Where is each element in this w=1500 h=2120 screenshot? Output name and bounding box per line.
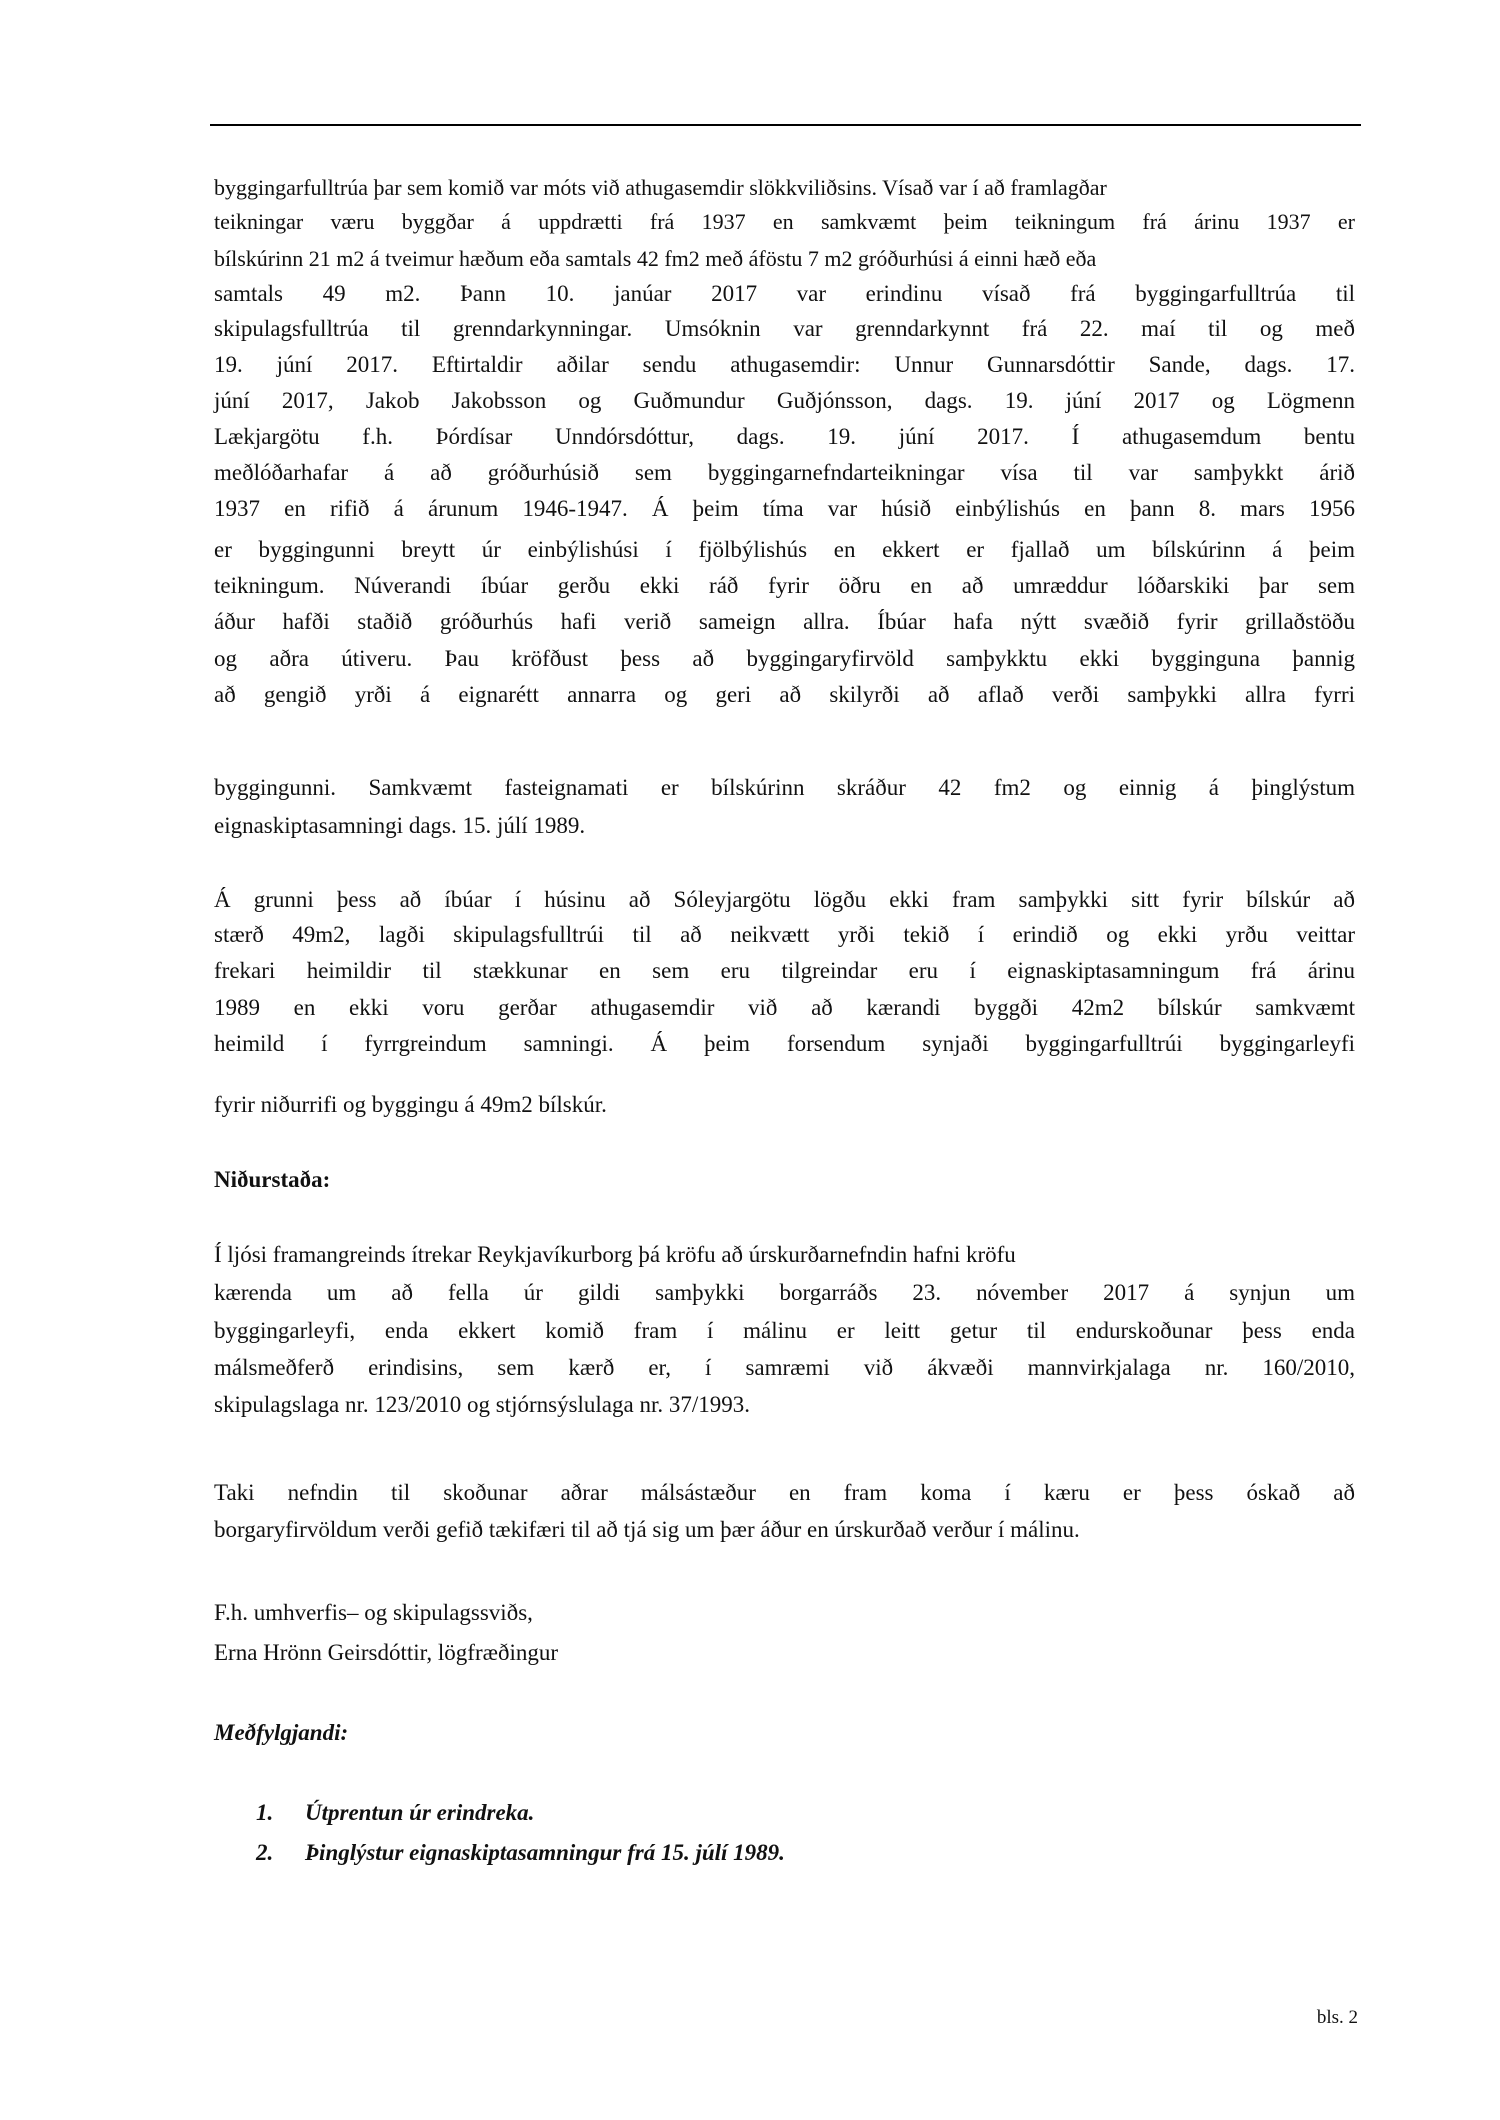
text-line: júní 2017, Jakob Jakobsson og Guðmundur Guðjónsson, dags. 19. júní 2017 og Lögmenn [214,388,1355,413]
text-line: áður hafði staðið gróðurhús hafi verið sameign allra. Íbúar hafa nýtt svæðið fyrir grillaðstöðu [214,609,1355,634]
text-line: og aðra útiveru. Þau kröfðust þess að byggingaryfirvöld samþykktu ekki bygginguna þannig [214,646,1355,671]
text-line: eignaskiptasamningi dags. 15. júlí 1989. [214,813,586,838]
text-line: Taki nefndin til skoðunar aðrar málsástæður en fram koma í kæru er þess óskað að [214,1480,1355,1505]
text-line: kærenda um að fella úr gildi samþykki borgarráðs 23. nóvember 2017 á synjun um [214,1280,1355,1305]
text-line: að gengið yrði á eignarétt annarra og geri að skilyrði að aflað verði samþykki allra fyrri [214,682,1355,707]
text-line: samtals 49 m2. Þann 10. janúar 2017 var erindinu vísað frá byggingarfulltrúa til [214,281,1355,306]
text-line: Í ljósi framangreinds ítrekar Reykjavíkurborg þá kröfu að úrskurðarnefndin hafni kröfu [214,1242,1016,1267]
text-line: teikningum. Núverandi íbúar gerðu ekki ráð fyrir öðru en að umræddur lóðarskiki þar sem [214,573,1355,598]
text-line: heimild í fyrrgreindum samningi. Á þeim forsendum synjaði byggingarfulltrúi byggingarleyfi [214,1031,1355,1056]
text-line: fyrir niðurrifi og byggingu á 49m2 bílskúr. [214,1092,607,1117]
text-line: málsmeðferð erindisins, sem kærð er, í samræmi við ákvæði mannvirkjalaga nr. 160/2010, [214,1355,1355,1380]
text-line: skipulagsfulltrúa til grenndarkynningar. Umsóknin var grenndarkynnt frá 22. maí til og með [214,316,1355,341]
text-line: teikningar væru byggðar á uppdrætti frá 1937 en samkvæmt þeim teikningum frá árinu 1937 er [214,209,1355,234]
text-line: byggingarfulltrúa þar sem komið var móts við athugasemdir slökkviliðsins. Vísað var í að framlagðar [214,175,1107,200]
text-line: frekari heimildir til stækkunar en sem eru tilgreindar eru í eignaskiptasamningum frá árinu [214,958,1355,983]
attachment-number: 1. [256,1800,274,1825]
text-line: skipulagslaga nr. 123/2010 og stjórnsýslulaga nr. 37/1993. [214,1392,750,1417]
text-line: bílskúrinn 21 m2 á tveimur hæðum eða samtals 42 fm2 með áföstu 7 m2 gróðurhúsi á einni hæð eða [214,246,1097,271]
page-number: bls. 2 [1316,2007,1358,2028]
text-line: Lækjargötu f.h. Þórdísar Unndórsdóttur, dags. 19. júní 2017. Í athugasemdum bentu [214,424,1355,449]
signature-department: F.h. umhverfis– og skipulagssviðs, [214,1600,533,1625]
text-line: meðlóðarhafar á að gróðurhúsið sem byggingarnefndarteikningar vísa til var samþykkt árið [214,460,1355,485]
text-line: byggingunni. Samkvæmt fasteignamati er bílskúrinn skráður 42 fm2 og einnig á þinglýstum [214,775,1355,800]
text-line: 1937 en rifið á árunum 1946-1947. Á þeim tíma var húsið einbýlishús en þann 8. mars 1956 [214,496,1355,521]
attachments-heading: Meðfylgjandi: [214,1720,349,1745]
header-rule [210,124,1361,126]
text-line: 19. júní 2017. Eftirtaldir aðilar sendu athugasemdir: Unnur Gunnarsdóttir Sande, dags. 17. [214,352,1355,377]
attachment-text: Útprentun úr erindreka. [305,1800,535,1825]
text-line: borgaryfirvöldum verði gefið tækifæri til að tjá sig um þær áður en úrskurðað verður í málinu. [214,1517,1080,1542]
text-line: stærð 49m2, lagði skipulagsfulltrúi til að neikvætt yrði tekið í erindið og ekki yrðu veittar [214,922,1355,947]
attachment-number: 2. [256,1840,274,1865]
attachment-text: Þinglýstur eignaskiptasamningur frá 15. júlí 1989. [305,1840,785,1865]
section-heading-conclusion: Niðurstaða: [214,1167,331,1192]
text-line: 1989 en ekki voru gerðar athugasemdir við að kærandi byggði 42m2 bílskúr samkvæmt [214,995,1355,1020]
signature-name: Erna Hrönn Geirsdóttir, lögfræðingur [214,1640,559,1665]
text-line: er byggingunni breytt úr einbýlishúsi í fjölbýlishús en ekkert er fjallað um bílskúrinn á þeim [214,537,1355,562]
text-line: Á grunni þess að íbúar í húsinu að Sóleyjargötu lögðu ekki fram samþykki sitt fyrir bílskúr að [214,887,1355,912]
text-line: byggingarleyfi, enda ekkert komið fram í málinu er leitt getur til endurskoðunar þess enda [214,1318,1355,1343]
